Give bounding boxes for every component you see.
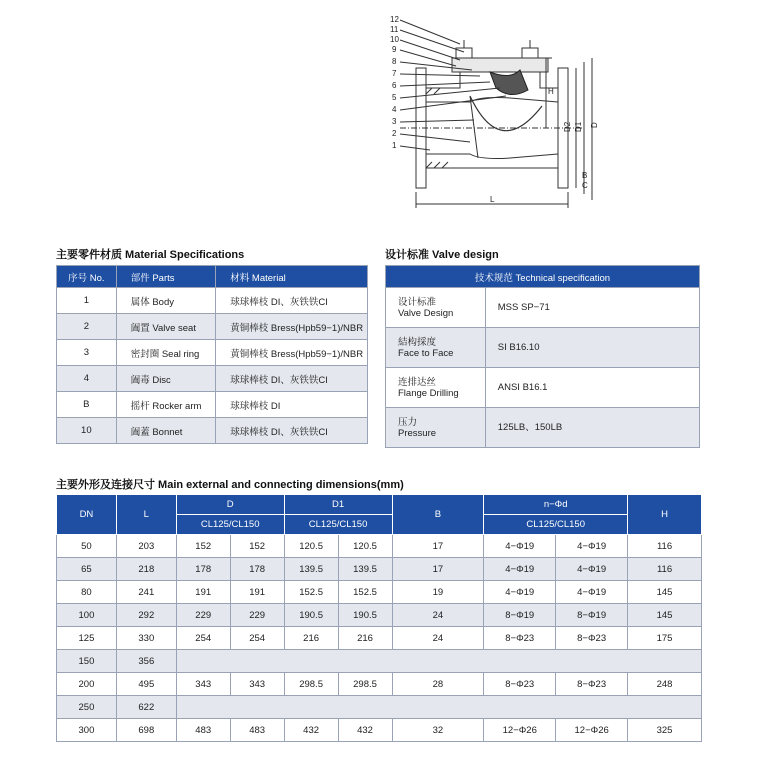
dim-cell: 125 <box>57 627 117 650</box>
dim-cell: 116 <box>628 558 702 581</box>
part-number-2: 2 <box>392 129 397 138</box>
dim-cell: 241 <box>116 581 176 604</box>
part-number-4: 4 <box>392 105 397 114</box>
dim-cell: 65 <box>57 558 117 581</box>
material-cell: 球球棒枝 DI、灰铁铁CI <box>216 418 368 444</box>
dim-cell: 248 <box>628 673 702 696</box>
dim-cell: 298.5 <box>338 673 392 696</box>
dim-cell: 120.5 <box>284 535 338 558</box>
dim-cell: 152 <box>230 535 284 558</box>
part-number-3: 3 <box>392 117 397 126</box>
material-cell: 黄铜棒枝 Bress(Hpb59−1)/NBR <box>216 340 368 366</box>
dim-header-d: D <box>176 495 284 515</box>
dim-cell: 8−Φ23 <box>484 673 556 696</box>
table-row <box>386 328 700 368</box>
dim-label-b: B <box>582 171 588 180</box>
spec-value: MSS SP−71 <box>485 288 699 328</box>
dim-cell: 190.5 <box>338 604 392 627</box>
dim-cell: 32 <box>392 719 484 742</box>
material-cell: 球球棒枝 DI、灰铁铁CI <box>216 366 368 392</box>
dim-cell: 152.5 <box>284 581 338 604</box>
material-cell: 球球棒枝 DI、灰铁铁CI <box>216 288 368 314</box>
dim-cell: 8−Φ23 <box>556 627 628 650</box>
table-row <box>57 340 368 366</box>
dim-cell: 24 <box>392 604 484 627</box>
material-header-parts: 部件 Parts <box>116 266 216 288</box>
dim-label-l: L <box>490 195 495 204</box>
spec-value: ANSI B16.1 <box>485 368 699 408</box>
dim-cell: 191 <box>176 581 230 604</box>
dim-cell: 8−Φ23 <box>556 673 628 696</box>
table-row <box>57 719 702 742</box>
dimensions-title: 主要外形及连接尺寸 Main external and connecting dimensions(mm) <box>56 479 404 491</box>
material-cell: 球球棒枝 DI <box>216 392 368 418</box>
part-number-11: 11 <box>390 25 399 34</box>
dim-cell: 8−Φ19 <box>556 604 628 627</box>
dim-cell: 19 <box>392 581 484 604</box>
spec-label-cn: 压力 <box>398 416 418 428</box>
valve-design-table <box>385 265 700 448</box>
table-row <box>57 418 368 444</box>
spec-label-cn: 设计标准 <box>398 296 437 308</box>
spec-value: 125LB、150LB <box>485 408 699 448</box>
dim-cell: 139.5 <box>338 558 392 581</box>
material-cell: 摇杆 Rocker arm <box>116 392 216 418</box>
table-row <box>57 696 702 719</box>
part-number-9: 9 <box>392 45 397 54</box>
material-cell: B <box>57 392 117 418</box>
dim-cell: 300 <box>57 719 117 742</box>
table-row <box>386 368 700 408</box>
dim-cell: 12−Φ26 <box>484 719 556 742</box>
dim-cell: 218 <box>116 558 176 581</box>
dim-subheader-class: CL125/CL150 <box>484 515 628 535</box>
dim-cell: 17 <box>392 535 484 558</box>
spec-label-en: Pressure <box>398 427 437 439</box>
spec-label-en: Face to Face <box>398 347 454 359</box>
part-number-6: 6 <box>392 81 397 90</box>
dim-cell: 178 <box>176 558 230 581</box>
dim-label-d1: D1 <box>574 121 583 132</box>
dim-cell: 150 <box>57 650 117 673</box>
material-cell: 阖蓋 Bonnet <box>116 418 216 444</box>
table-row <box>57 627 702 650</box>
dim-cell: 343 <box>176 673 230 696</box>
dim-cell: 229 <box>176 604 230 627</box>
spec-label <box>386 288 486 328</box>
part-number-7: 7 <box>392 69 397 78</box>
table-row <box>57 558 702 581</box>
material-cell: 3 <box>57 340 117 366</box>
dim-cell: 120.5 <box>338 535 392 558</box>
dim-label-d2: D2 <box>563 121 572 132</box>
dim-cell-empty <box>176 650 701 673</box>
spec-label-cn: 結构採度 <box>398 336 437 348</box>
table-row <box>57 314 368 340</box>
material-cell: 阖毒 Disc <box>116 366 216 392</box>
dim-cell: 325 <box>628 719 702 742</box>
material-spec-table <box>56 265 368 444</box>
dim-cell: 175 <box>628 627 702 650</box>
dim-cell: 432 <box>284 719 338 742</box>
dim-cell: 12−Φ26 <box>556 719 628 742</box>
dim-cell: 116 <box>628 535 702 558</box>
dim-header-nd: n−Φd <box>484 495 628 515</box>
dim-cell: 229 <box>230 604 284 627</box>
dim-cell: 4−Φ19 <box>556 535 628 558</box>
material-cell: 10 <box>57 418 117 444</box>
table-row <box>386 408 700 448</box>
dim-cell: 145 <box>628 581 702 604</box>
spec-label <box>386 328 486 368</box>
dim-cell: 216 <box>284 627 338 650</box>
dim-cell: 17 <box>392 558 484 581</box>
dim-header-d1: D1 <box>284 495 392 515</box>
dim-cell: 80 <box>57 581 117 604</box>
dim-cell: 152.5 <box>338 581 392 604</box>
dim-cell: 254 <box>230 627 284 650</box>
dim-cell: 432 <box>338 719 392 742</box>
table-row <box>57 650 702 673</box>
spec-label-en: Flange Drilling <box>398 387 459 399</box>
material-cell: 黄铜棒枝 Bress(Hpb59−1)/NBR <box>216 314 368 340</box>
dim-cell: 483 <box>176 719 230 742</box>
dim-header-h: H <box>628 495 702 535</box>
material-spec-title: 主要零件材质 Material Specifications <box>56 249 245 261</box>
spec-value: SI B16.10 <box>485 328 699 368</box>
material-cell: 密封圈 Seal ring <box>116 340 216 366</box>
dim-header-b: B <box>392 495 484 535</box>
spec-label-en: Valve Design <box>398 307 454 319</box>
table-row <box>57 581 702 604</box>
material-cell: 2 <box>57 314 117 340</box>
dim-cell: 216 <box>338 627 392 650</box>
dim-cell-empty <box>176 696 701 719</box>
dim-cell: 152 <box>176 535 230 558</box>
dim-cell: 343 <box>230 673 284 696</box>
dim-subheader-class: CL125/CL150 <box>284 515 392 535</box>
dimensions-table <box>56 494 702 742</box>
material-header-material: 材料 Material <box>216 266 368 288</box>
table-row <box>57 604 702 627</box>
table-row <box>57 288 368 314</box>
table-row <box>57 366 368 392</box>
dim-cell: 254 <box>176 627 230 650</box>
dim-cell: 145 <box>628 604 702 627</box>
material-cell: 阖置 Valve seat <box>116 314 216 340</box>
dim-cell: 8−Φ19 <box>484 604 556 627</box>
dim-cell: 203 <box>116 535 176 558</box>
dim-cell: 495 <box>116 673 176 696</box>
dim-cell: 4−Φ19 <box>484 535 556 558</box>
part-number-5: 5 <box>392 93 397 102</box>
valve-design-title: 设计标准 Valve design <box>385 249 499 261</box>
dim-cell: 292 <box>116 604 176 627</box>
spec-label <box>386 408 486 448</box>
dim-cell: 139.5 <box>284 558 338 581</box>
part-number-10: 10 <box>390 35 399 44</box>
material-header-no: 序号 No. <box>57 266 117 288</box>
dim-cell: 250 <box>57 696 117 719</box>
dim-cell: 200 <box>57 673 117 696</box>
dim-cell: 8−Φ23 <box>484 627 556 650</box>
valve-cross-section-drawing <box>360 10 600 210</box>
dim-cell: 4−Φ19 <box>556 581 628 604</box>
dim-cell: 4−Φ19 <box>484 558 556 581</box>
dim-label-d: D <box>590 122 599 128</box>
part-number-8: 8 <box>392 57 397 66</box>
material-cell: 4 <box>57 366 117 392</box>
dim-header-l: L <box>116 495 176 535</box>
dim-label-h: H <box>548 87 554 96</box>
table-row <box>57 535 702 558</box>
dim-cell: 298.5 <box>284 673 338 696</box>
table-row <box>57 392 368 418</box>
dim-cell: 4−Φ19 <box>556 558 628 581</box>
material-cell: 属体 Body <box>116 288 216 314</box>
dim-cell: 191 <box>230 581 284 604</box>
part-number-1: 1 <box>392 141 397 150</box>
spec-label <box>386 368 486 408</box>
table-row <box>57 673 702 696</box>
dim-cell: 50 <box>57 535 117 558</box>
spec-label-cn: 连排达丝 <box>398 376 437 388</box>
dim-cell: 698 <box>116 719 176 742</box>
dim-cell: 24 <box>392 627 484 650</box>
dim-cell: 4−Φ19 <box>484 581 556 604</box>
dim-cell: 100 <box>57 604 117 627</box>
dim-label-c: C <box>582 181 588 190</box>
dim-cell: 190.5 <box>284 604 338 627</box>
part-number-12: 12 <box>390 15 399 24</box>
dim-cell: 330 <box>116 627 176 650</box>
dim-subheader-class: CL125/CL150 <box>176 515 284 535</box>
table-row <box>386 288 700 328</box>
spec-header: 技术规范 Technical specification <box>386 266 700 288</box>
dim-cell: 483 <box>230 719 284 742</box>
dim-cell: 622 <box>116 696 176 719</box>
dim-header-dn: DN <box>57 495 117 535</box>
dim-cell: 178 <box>230 558 284 581</box>
dim-cell: 356 <box>116 650 176 673</box>
dim-cell: 28 <box>392 673 484 696</box>
material-cell: 1 <box>57 288 117 314</box>
